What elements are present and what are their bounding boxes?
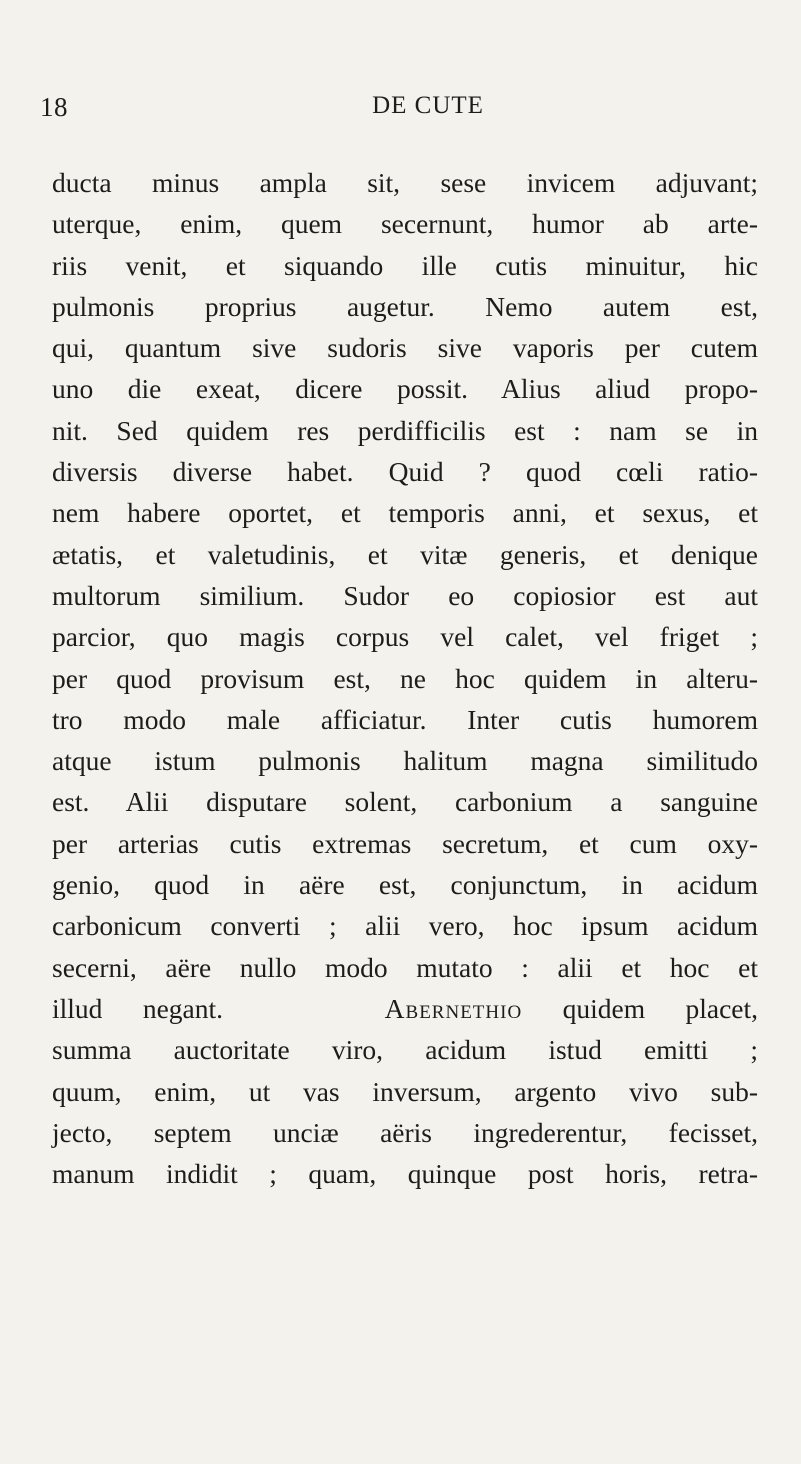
text-fragment: quidem placet, [562, 992, 759, 1024]
running-head: DE CUTE [372, 92, 484, 119]
text-line: manum indidit ; quam, quinque post horis, retra- [52, 1158, 758, 1190]
text-line: ætatis, et valetudinis, et vitæ generis, et denique [52, 538, 758, 570]
text-line: diversis diverse habet. Quid ? quod cœli ratio- [52, 456, 758, 488]
text-line: riis venit, et siquando ille cutis minuitur, hic [52, 249, 758, 281]
text-line: nit. Sed quidem res perdifficilis est : nam se in [52, 414, 758, 446]
name-smallcaps: Abernethio [384, 992, 523, 1024]
text-line: pulmonis proprius augetur. Nemo autem est, [52, 290, 758, 322]
text-line: quum, enim, ut vas inversum, argento vivo sub- [52, 1075, 758, 1107]
text-line: per quod provisum est, ne hoc quidem in alteru- [52, 662, 758, 694]
text-line: per arterias cutis extremas secretum, et cum oxy- [52, 827, 758, 859]
page-number: 18 [40, 92, 68, 122]
text-line: uterque, enim, quem secernunt, humor ab arte- [52, 208, 758, 240]
text-line: uno die exeat, dicere possit. Alius aliud propo- [52, 373, 758, 405]
text-line: jecto, septem unciæ aëris ingrederentur, fecisset, [52, 1116, 758, 1148]
page-header [40, 92, 740, 132]
text-line: est. Alii disputare solent, carbonium a sanguine [52, 786, 758, 818]
text-line-with-name [52, 988, 758, 1029]
text-line: summa auctoritate viro, acidum istud emitti ; [52, 1034, 758, 1066]
text-line: qui, quantum sive sudoris sive vaporis per cutem [52, 332, 758, 364]
text-line: atque istum pulmonis halitum magna similitudo [52, 745, 758, 777]
text-line: ducta minus ampla sit, sese invicem adjuvant; [52, 167, 758, 198]
text-line: genio, quod in aëre est, conjunctum, in acidum [52, 869, 758, 901]
body-text [52, 162, 758, 1194]
text-line: multorum similium. Sudor eo copiosior est aut [52, 579, 758, 611]
text-line: nem habere oportet, et temporis anni, et sexus, et [52, 497, 758, 529]
text-fragment: illud negant. [52, 992, 224, 1024]
text-line: tro modo male afficiatur. Inter cutis humorem [52, 703, 758, 735]
text-line: secerni, aëre nullo modo mutato : alii et hoc et [52, 951, 758, 983]
text-line: carbonicum converti ; alii vero, hoc ipsum acidum [52, 910, 758, 942]
text-line: parcior, quo magis corpus vel calet, vel friget ; [52, 621, 758, 653]
